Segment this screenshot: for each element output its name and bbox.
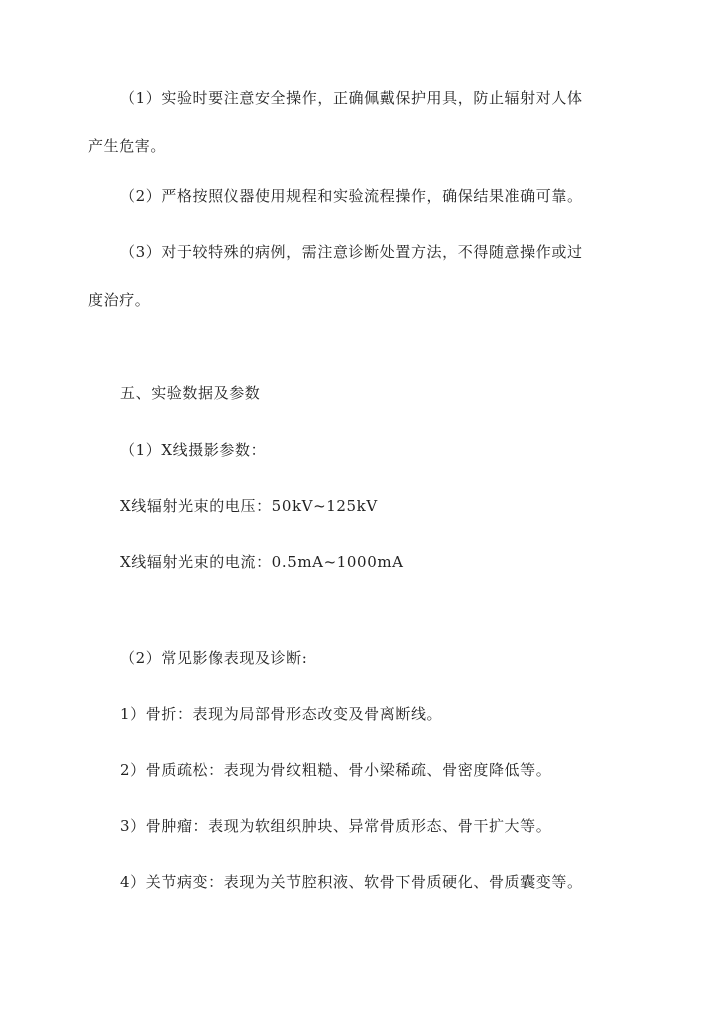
finding-joint-disease: 4）关节病变：表现为关节腔积液、软骨下骨质硬化、骨质囊变等。 bbox=[120, 873, 583, 891]
note-item-1-line-2: 产生危害。 bbox=[88, 137, 167, 155]
finding-fracture: 1）骨折：表现为局部骨形态改变及骨离断线。 bbox=[120, 705, 443, 723]
note-item-1-line-1: （1）实验时要注意安全操作，正确佩戴保护用具，防止辐射对人体 bbox=[120, 89, 583, 107]
xray-params-title: （1）X线摄影参数： bbox=[120, 441, 267, 459]
finding-bone-tumor: 3）骨肿瘤：表现为软组织肿块、异常骨质形态、骨干扩大等。 bbox=[120, 817, 552, 835]
xray-current: X线辐射光束的电流：0.5mA~1000mA bbox=[120, 553, 404, 571]
finding-osteoporosis: 2）骨质疏松：表现为骨纹粗糙、骨小梁稀疏、骨密度降低等。 bbox=[120, 761, 552, 779]
imaging-title: （2）常见影像表现及诊断: bbox=[120, 649, 308, 667]
note-item-2: （2）严格按照仪器使用规程和实验流程操作，确保结果准确可靠。 bbox=[120, 187, 583, 205]
note-item-3-line-2: 度治疗。 bbox=[88, 291, 151, 309]
xray-voltage: X线辐射光束的电压：50kV~125kV bbox=[120, 497, 378, 515]
note-item-3-line-1: （3）对于较特殊的病例，需注意诊断处置方法，不得随意操作或过 bbox=[120, 243, 583, 261]
section-heading: 五、实验数据及参数 bbox=[120, 384, 261, 402]
